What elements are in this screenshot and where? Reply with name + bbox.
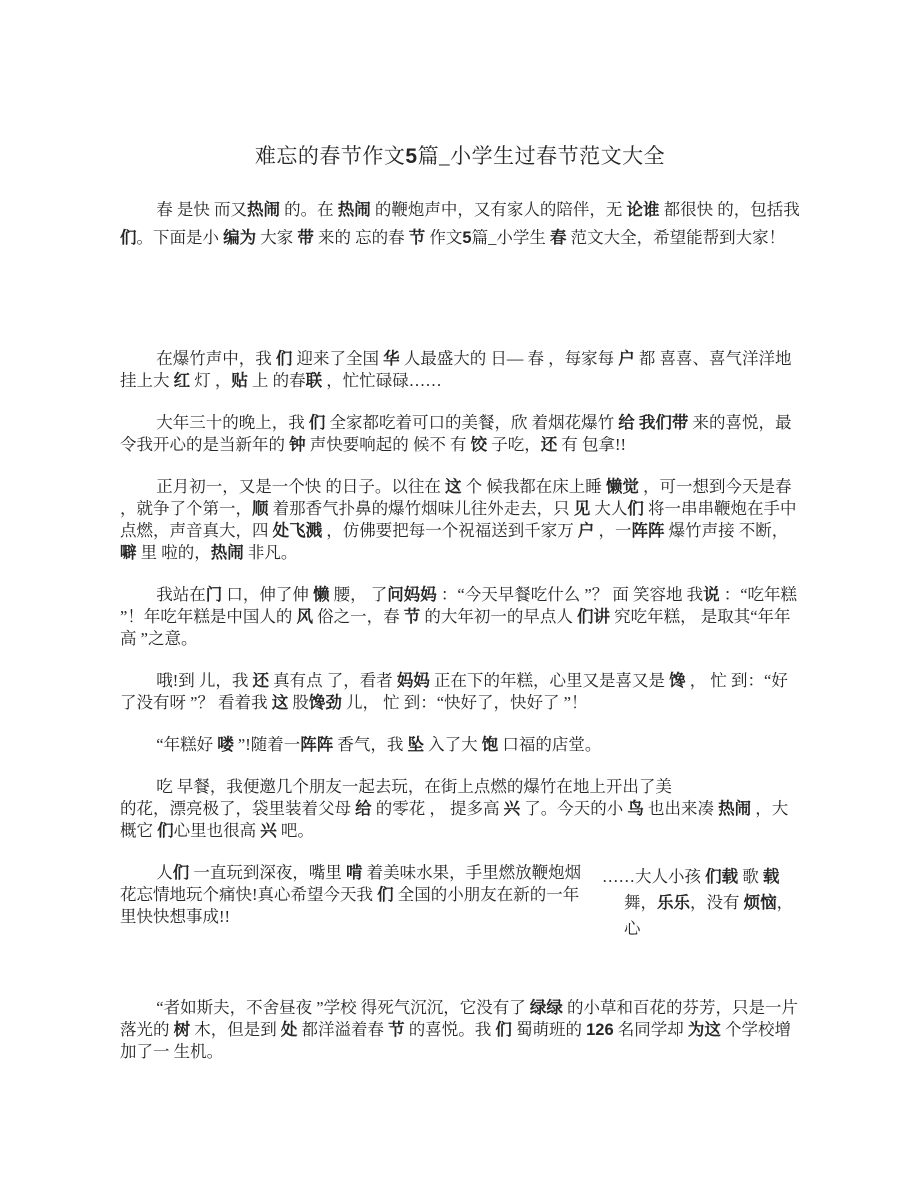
- paragraph-new-year-eve: 大年三十的晚上，我 们 全家都吃着可口的美餐，欣 着烟花爆竹 给 我们带 来的喜悦，最令我开心的是当新年的 钟 声快要响起的 候不 有 饺 子吃，还 有 包拿!!: [120, 413, 792, 454]
- closing-columns: [120, 862, 800, 941]
- paragraph-intro: 春 是快 而又热闹 的。在 热闹 的鞭炮声中，又有家人的陪伴，无 论谁 都很快 的，包括我 们。下面是小 编为 大家 带 来的 忘的春 节 作文5篇_小学生 春 范文大全，希望能帮到大家！: [120, 200, 800, 247]
- paragraph-rice-cake-ready: “年糕好 喽 ”!随着一阵阵 香气，我 坠 入了大 饱 口福的店堂。: [156, 735, 602, 754]
- paragraph-morning-play: 吃 早餐，我便邀几个朋友一起去玩，在街上点燃的爆竹在地上开出了美的花，漂亮极了，袋里装着父母 给 的零花 ， 提多高 兴 了。今天的小 鸟 也出来凑 热闹 ，大概它 们心里也很高 兴 吧。: [120, 777, 789, 840]
- paragraph-first-day-morning: 正月初一，又是一个快 的日子。以往在 这 个 候我都在床上睡 懒觉 ，可一想到今天是春 ，就争了个第一，顺 着那香气扑鼻的爆竹烟味儿往外走去，只 见 大人们 将一串串鞭炮在手中点燃，声音真大，四 处飞溅 ，仿佛要把每一个祝福送到千家万 户 ，一阵阵 爆竹声接 不断，噼 里 啦的，热闹 非凡。: [120, 477, 797, 562]
- document-title: 难忘的春节作文5篇_小学生过春节范文大全: [254, 144, 666, 168]
- paragraph-school-spring: “者如斯夫，不舍昼夜 ”学校 得死气沉沉，它没有了 绿绿 的小草和百花的芬芳，只是一片落光的 树 木，但是到 处 都洋溢着春 节 的喜悦。我 们 蜀萌班的 126 名同学却 为这 个学校增加了一 生机。: [120, 998, 798, 1061]
- paragraph-song-dance-fragment: ……大人小孩 们载 歌 载 舞，乐乐，没有 烦恼，心: [602, 867, 794, 938]
- paragraph-night-play: 人们 一直玩到深夜，嘴里 啃 着美味水果，手里燃放鞭炮烟花忘情地玩个痛快!真心希望今天我 们 全国的小朋友在新的一年里快快想事成!!: [120, 863, 582, 926]
- paragraph-new-year-arrival: 在爆竹声中，我 们 迎来了全国 华 人最盛大的 日— 春 ，每家每 户 都 喜喜、喜气洋洋地挂上大 红 灯 ，贴 上 的春联 ，忙忙碌碌……: [120, 349, 792, 390]
- blank-gap: [120, 272, 800, 348]
- paragraph-rice-cake-waiting: 哦!到 儿，我 还 真有点 了，看者 妈妈 正在下的年糕，心里又是喜又是 馋 ， 忙 到：“好了没有呀 ”？ 看着我 这 股馋劲 儿， 忙 到：“快好了，快好了 ”！: [120, 671, 788, 712]
- paragraph-rice-cake-question: 我站在门 口，伸了伸 懒 腰， 了问妈妈 ：“今天早餐吃什么 ”？ 面 笑容地 我说 ：“吃年糕 ”！年吃年糕是中国人的 风 俗之一，春 节 的大年初一的早点人 们讲 究吃年糕， 是取其“年年高 ”之意。: [120, 585, 798, 648]
